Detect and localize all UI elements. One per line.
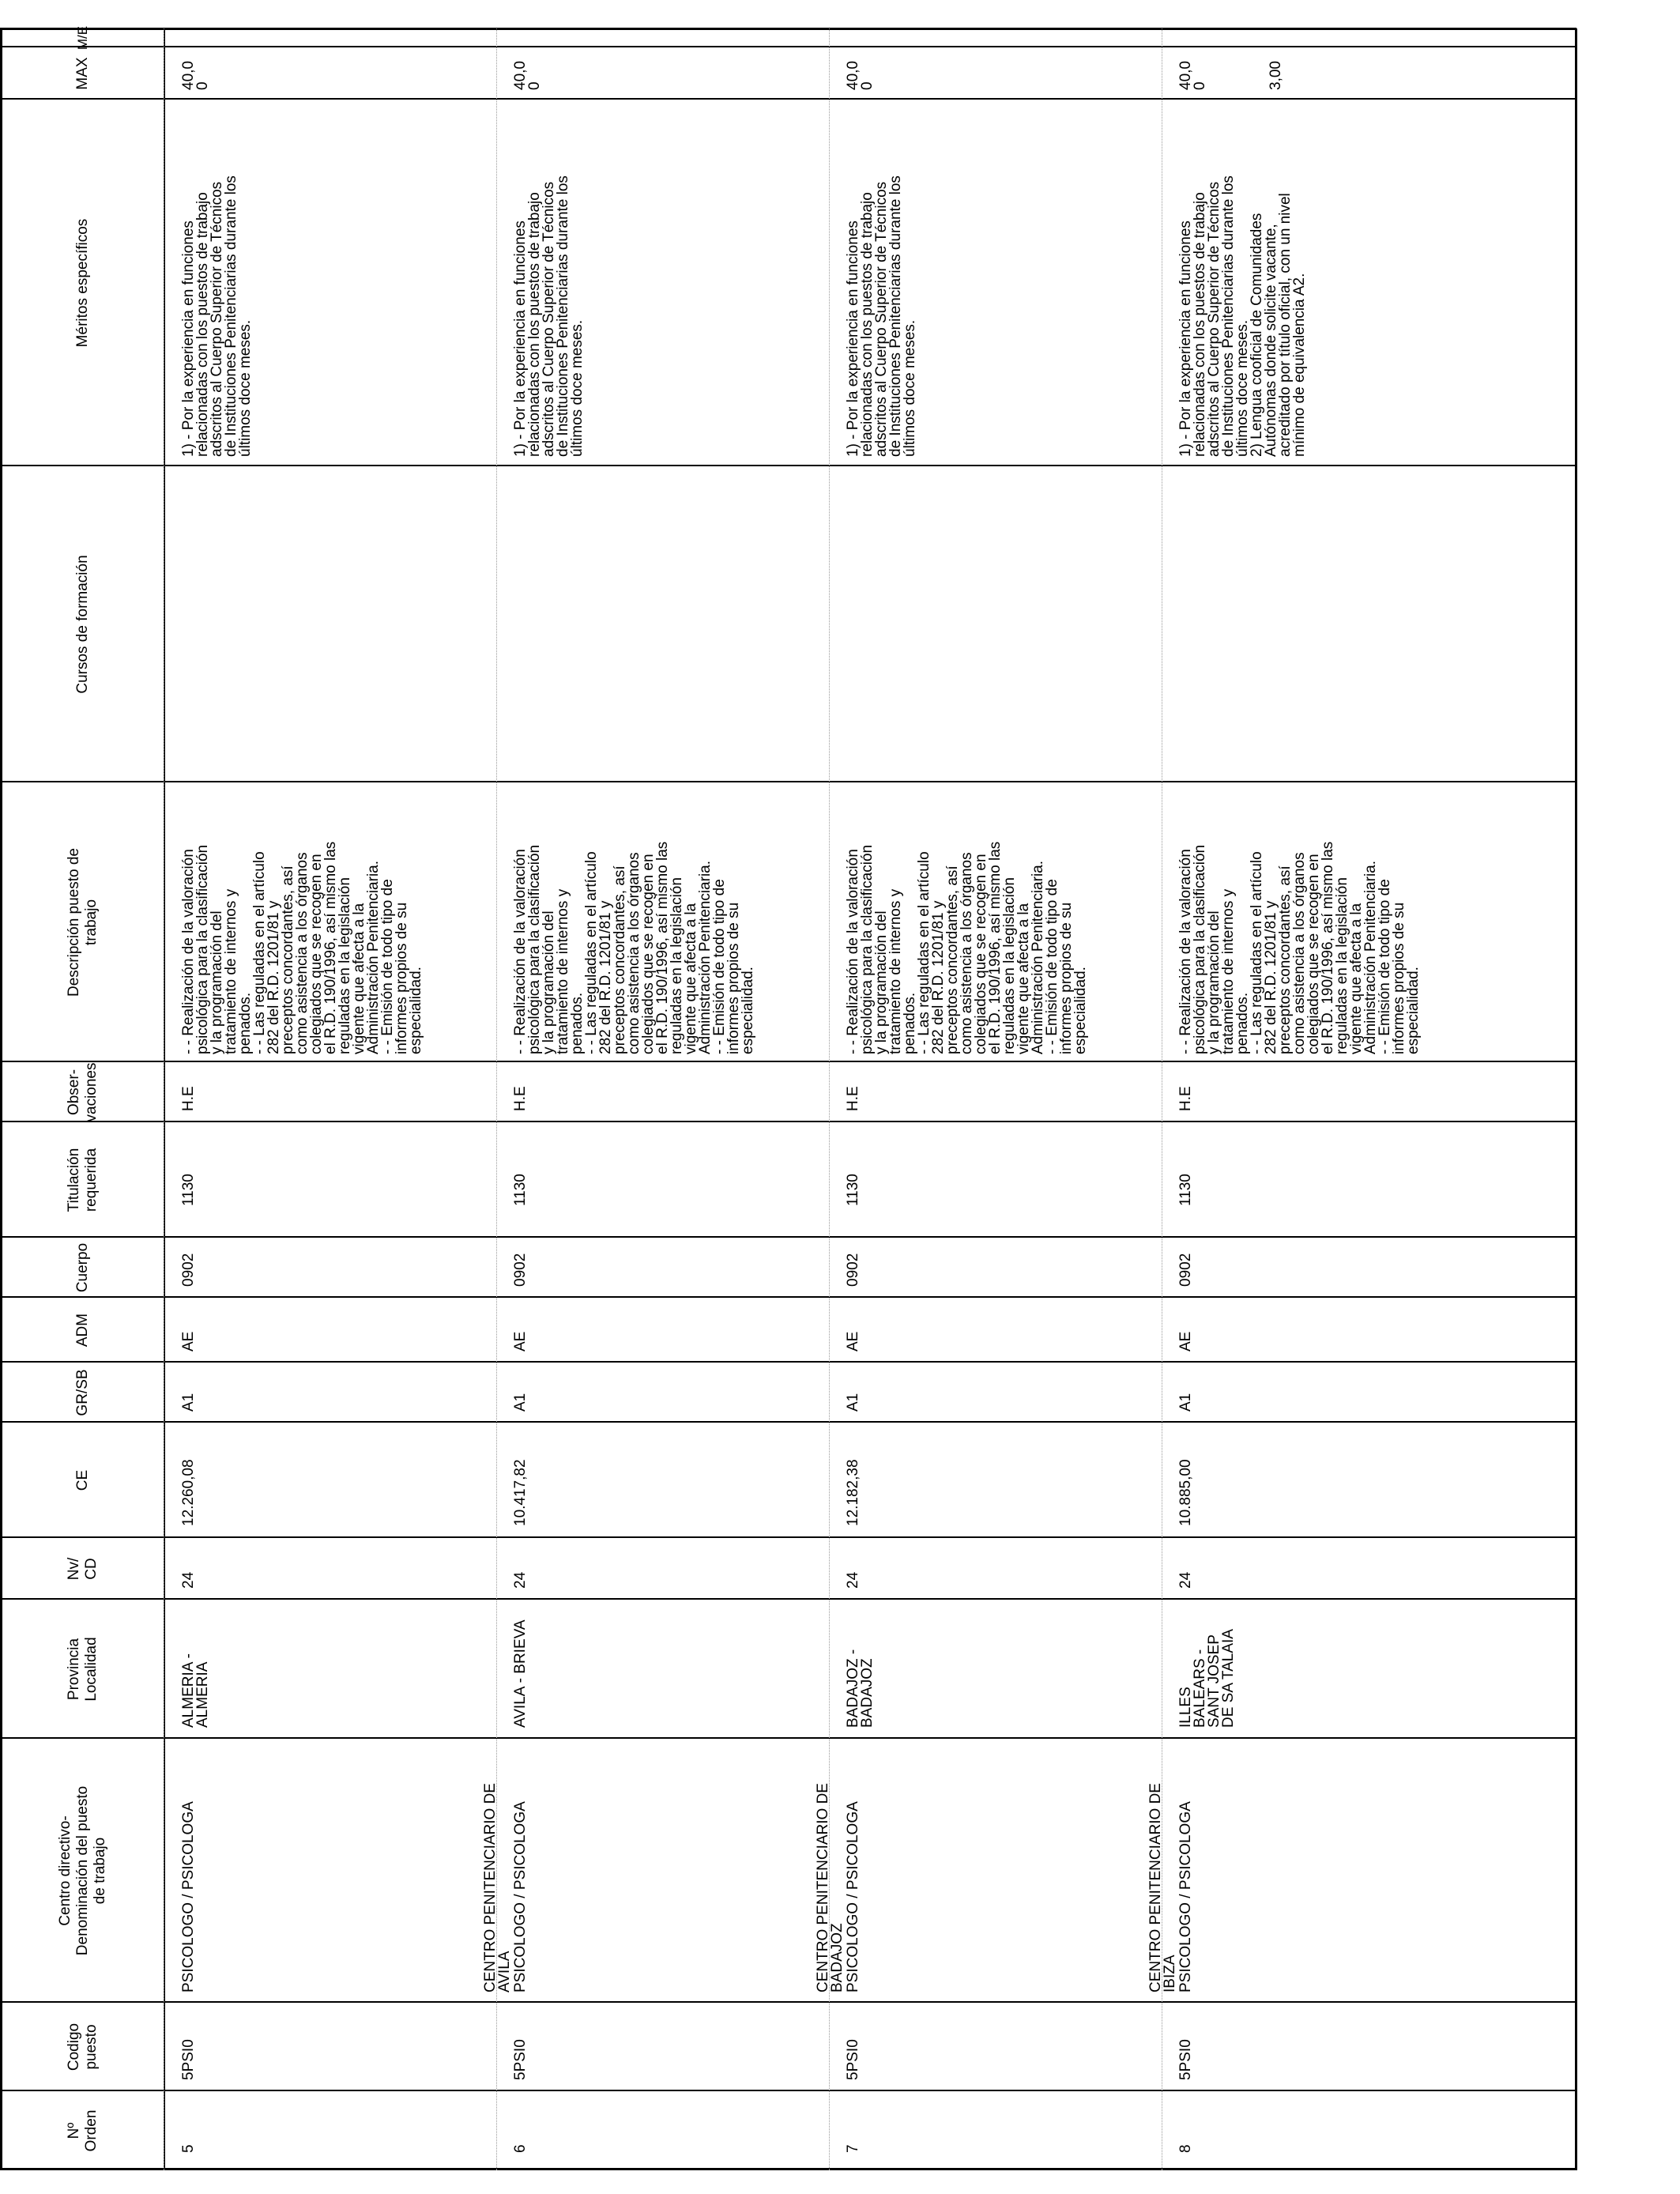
header-me: M/E (75, 25, 90, 51)
cell-cuerpo: 0902 (1177, 1253, 1194, 1287)
cell-nivel: 24 (512, 1571, 529, 1589)
header-observaciones: Obser- vaciones (66, 1062, 100, 1122)
header-cursos: Cursos de formación (74, 555, 91, 694)
cell-codigo: 5PSI0 (1177, 2039, 1194, 2080)
header-adm: ADM (74, 1313, 91, 1348)
header-titulacion: Titulación requerida (66, 1148, 100, 1212)
cell-orden: 5 (180, 2144, 197, 2153)
cell-max: 40,0 0 (845, 61, 876, 90)
cell-max: 40,0 0 (180, 61, 211, 90)
col-divider (0, 2001, 1576, 2003)
cell-observaciones: H.E (1177, 1086, 1194, 1111)
cell-ce: 10.885,00 (1177, 1459, 1194, 1526)
centro-header: CENTRO PENITENCIARIO DE AVILA (482, 1783, 513, 1992)
cell-ce: 10.417,82 (512, 1459, 529, 1526)
cell-nivel: 24 (180, 1571, 197, 1589)
cell-codigo: 5PSI0 (512, 2039, 529, 2080)
cell-titulacion: 1130 (845, 1174, 861, 1206)
col-divider (0, 1061, 1576, 1062)
col-divider (0, 1236, 1576, 1238)
cell-descripcion: - - Realización de la valoración psicológica para la clasificación y la programación del tratamiento de internos y penados. - - Las reguladas en el artículo 282 del R.D. 1201/81 y preceptos concordantes, así como asistencia a los órganos colegiados que se recogen en el R.D. 190/1996, así mismo las reguladas en la legislación vigente que afecta a la Administración Penitenciaria. - - Emisión de todo tipo de informes propios de su especialidad. (512, 841, 756, 1054)
cell-grsb: A1 (845, 1393, 861, 1412)
centro-header: CENTRO PENITENCIARIO DE IBIZA (1147, 1783, 1178, 1992)
col-divider (0, 1121, 1576, 1122)
cell-ce: 12.182,38 (845, 1459, 861, 1526)
cell-grsb: A1 (512, 1393, 529, 1412)
cell-meritos: 1) - Por la experiencia en funciones relacionadas con los puestos de trabajo adscritos al Cuerpo Superior de Técnicos de Instituciones Penitenciarias durante los últimos doce meses. (180, 175, 254, 457)
cell-orden: 6 (512, 2144, 529, 2153)
col-divider (0, 1296, 1576, 1298)
cell-nivel: 24 (845, 1571, 861, 1589)
col-divider (0, 1421, 1576, 1423)
cell-observaciones: H.E (845, 1086, 861, 1111)
cell-ce: 12.260,08 (180, 1459, 197, 1526)
header-ce: CE (74, 1469, 91, 1491)
col-divider (0, 46, 1576, 47)
col-divider (0, 1361, 1576, 1363)
header-max: MAX (74, 57, 91, 90)
cell-meritos: 1) - Por la experiencia en funciones relacionadas con los puestos de trabajo adscritos al Cuerpo Superior de Técnicos de Instituciones Penitenciarias durante los últimos doce meses. (845, 175, 918, 457)
cell-adm: AE (845, 1331, 861, 1351)
cell-titulacion: 1130 (512, 1174, 529, 1206)
cell-descripcion: - - Realización de la valoración psicológica para la clasificación y la programación del tratamiento de internos y penados. - - Las reguladas en el artículo 282 del R.D. 1201/81 y preceptos concordantes, así como asistencia a los órganos colegiados que se recogen en el R.D. 190/1996, así mismo las reguladas en la legislación vigente que afecta a la Administración Penitenciaria. - - Emisión de todo tipo de informes propios de su especialidad. (845, 841, 1089, 1054)
cell-cuerpo: 0902 (512, 1253, 529, 1287)
header-codigo: Codigo puesto (66, 2022, 100, 2071)
cell-adm: AE (1177, 1331, 1194, 1351)
table-border-bottom (1575, 28, 1577, 2170)
col-divider (0, 2090, 1576, 2091)
cell-titulacion: 1130 (1177, 1174, 1194, 1206)
cell-orden: 7 (845, 2144, 861, 2153)
header-descripcion: Descripción puesto de trabajo (66, 848, 100, 997)
header-meritos: Méritos específicos (74, 218, 91, 348)
cell-grsb: A1 (1177, 1393, 1194, 1412)
table-border-right (0, 28, 1576, 30)
header-centro: Centro directivo- Denominación del puesto de trabajo (57, 1785, 108, 1956)
cell-descripcion: - - Realización de la valoración psicológica para la clasificación y la programación del tratamiento de internos y penados. - - Las reguladas en el artículo 282 del R.D. 1201/81 y preceptos concordantes, así como asistencia a los órganos colegiados que se recogen en el R.D. 190/1996, así mismo las reguladas en la legislación vigente que afecta a la Administración Penitenciaria. - - Emisión de todo tipo de informes propios de su especialidad. (180, 841, 424, 1054)
col-divider (0, 1598, 1576, 1600)
cell-adm: AE (180, 1331, 197, 1351)
col-divider (0, 98, 1576, 100)
col-divider (0, 1536, 1576, 1538)
col-divider (0, 1737, 1576, 1739)
col-divider (0, 781, 1576, 782)
cell-observaciones: H.E (512, 1086, 529, 1111)
cell-provincia: AVILA - BRIEVA (512, 1619, 529, 1728)
col-divider (0, 465, 1576, 466)
centro-header: CENTRO PENITENCIARIO DE BADAJOZ (815, 1783, 846, 1992)
header-nivel: Nv/ CD (66, 1557, 100, 1581)
cell-cuerpo: 0902 (845, 1253, 861, 1287)
header-grsb: GR/SB (74, 1369, 91, 1416)
cell-denominacion: PSICOLOGO / PSICOLOGA (180, 1801, 197, 1992)
cell-codigo: 5PSI0 (180, 2039, 197, 2080)
cell-descripcion: - - Realización de la valoración psicológica para la clasificación y la programación del tratamiento de internos y penados. - - Las reguladas en el artículo 282 del R.D. 1201/81 y preceptos concordantes, así como asistencia a los órganos colegiados que se recogen en el R.D. 190/1996, así mismo las reguladas en la legislación vigente que afecta a la Administración Penitenciaria. - - Emisión de todo tipo de informes propios de su especialidad. (1177, 841, 1422, 1054)
cell-denominacion: PSICOLOGO / PSICOLOGA (1177, 1801, 1194, 1992)
cell-provincia: ALMERIA - ALMERIA (180, 1653, 211, 1728)
cell-provincia: ILLES BALEARS - SANT JOSEP DE SA TALAIA (1177, 1629, 1237, 1728)
cell-meritos: 1) - Por la experiencia en funciones relacionadas con los puestos de trabajo adscritos al Cuerpo Superior de Técnicos de Instituciones Penitenciarias durante los últimos doce meses. 2) Lengua cooficial de Comunidades Autónomas donde solicite vacante, acreditado por título oficial, con un nivel mínimo de equivalencia A2. (1177, 175, 1308, 457)
header-cuerpo: Cuerpo (74, 1242, 91, 1293)
header-orden: Nº Orden (66, 2109, 100, 2152)
cell-titulacion: 1130 (180, 1174, 197, 1206)
cell-denominacion: PSICOLOGO / PSICOLOGA (512, 1801, 529, 1992)
cell-adm: AE (512, 1331, 529, 1351)
cell-provincia: BADAJOZ - BADAJOZ (845, 1649, 876, 1728)
cell-grsb: A1 (180, 1393, 197, 1412)
cell-max: 40,0 0 (1177, 61, 1208, 90)
cell-observaciones: H.E (180, 1086, 197, 1111)
cell-max-secondary: 3,00 (1268, 61, 1284, 90)
cell-max: 40,0 0 (512, 61, 543, 90)
cell-orden: 8 (1177, 2144, 1194, 2153)
header-provincia: Provincia Localidad (66, 1637, 100, 1702)
cell-cuerpo: 0902 (180, 1253, 197, 1287)
cell-codigo: 5PSI0 (845, 2039, 861, 2080)
cell-denominacion: PSICOLOGO / PSICOLOGA (845, 1801, 861, 1992)
table-border-left (0, 2168, 1576, 2170)
cell-meritos: 1) - Por la experiencia en funciones relacionadas con los puestos de trabajo adscritos al Cuerpo Superior de Técnicos de Instituciones Penitenciarias durante los últimos doce meses. (512, 175, 586, 457)
cell-nivel: 24 (1177, 1571, 1194, 1589)
